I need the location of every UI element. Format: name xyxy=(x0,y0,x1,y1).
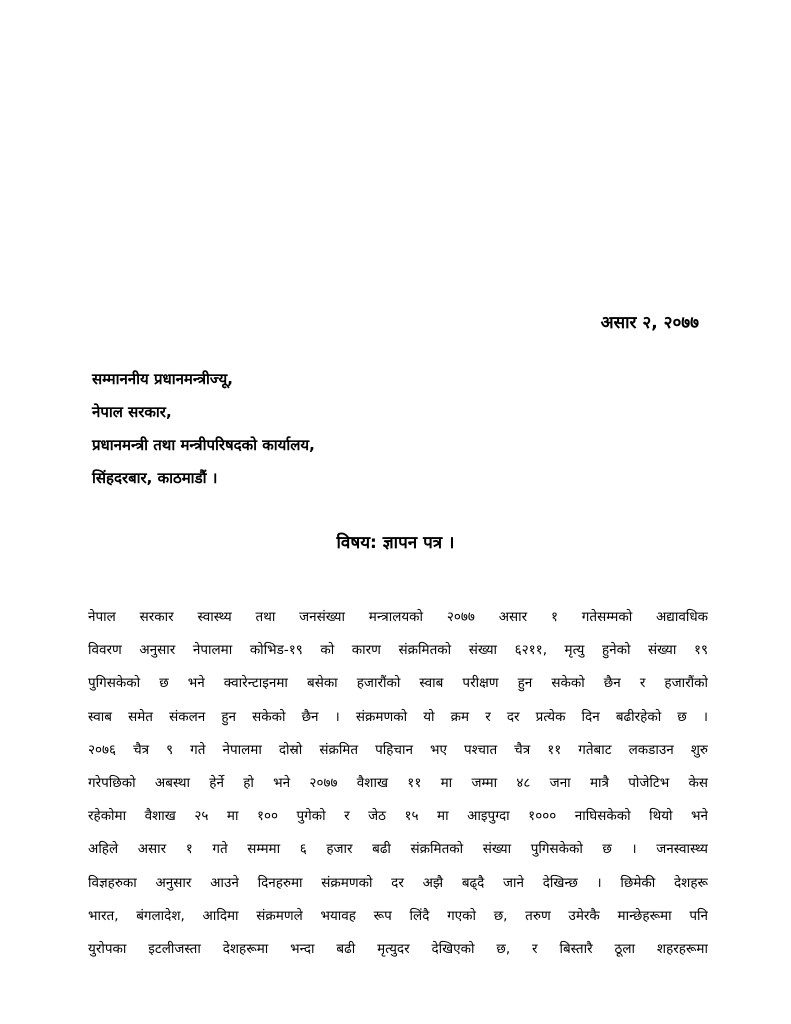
body-line: गरेपछिको अबस्था हेर्ने हो भने २०७७ वैशाख ११ मा जम्मा ४८ जना मात्रै पोजेटिभ केस xyxy=(88,774,708,791)
body-line: नेपाल सरकार स्वास्थ्य तथा जनसंख्या मन्त्रालयको २०७७ असार १ गतेसम्मको अद्यावधिक xyxy=(88,609,708,625)
letter-date: असार २, २०७७ xyxy=(600,313,699,333)
body-line: भारत, बंगलादेश, आदिमा संक्रमणले भयावह रूप लिंदै गएको छ, तरुण उमेरकै मान्छेहरूमा पनि xyxy=(88,907,708,924)
body-line: स्वाब समेत संकलन हुन सकेको छैन । संक्रमणको यो क्रम र दर प्रत्येक दिन बढीरहेको छ । xyxy=(88,708,708,725)
body-line: विवरण अनुसार नेपालमा कोभिड-१९ को कारण संक्रमितको संख्या ६२११, मृत्यु हुनेको संख्या १९ xyxy=(88,642,708,659)
body-line: पुगिसकेको छ भने क्वारेन्टाइनमा बसेका हजारौंको स्वाब परीक्षण हुन सकेको छैन र हजारौंको xyxy=(88,675,708,692)
recipient-line: नेपाल सरकार, xyxy=(92,403,172,421)
body-line: रहेकोमा वैशाख २५ मा १०० पुगेको र जेठ १५ मा आइपुग्दा १००० नाघिसकेको थियो भने xyxy=(88,808,708,825)
recipient-line: सम्माननीय प्रधानमन्त्रीज्यू, xyxy=(92,370,233,388)
recipient-line: सिंहदरबार, काठमाडौं । xyxy=(92,469,218,487)
body-line: युरोपका इटलीजस्ता देशहरूमा भन्दा बढी मृत्युदर देखिएको छ, र बिस्तारै ठूला शहरहरूमा xyxy=(88,940,708,957)
letter-body xyxy=(88,601,708,966)
recipient-line: प्रधानमन्त्री तथा मन्त्रीपरिषदको कार्यालय, xyxy=(92,436,315,454)
body-line: अहिले असार १ गते सम्ममा ६ हजार बढी संक्रमितको संख्या पुगिसकेको छ । जनस्वास्थ्य xyxy=(88,841,708,858)
recipient-address xyxy=(92,363,315,495)
body-line: २०७६ चैत्र ९ गते नेपालमा दोस्रो संक्रमित पहिचान भए पश्चात चैत्र ११ गतेबाट लकडाउन शुरु xyxy=(88,741,708,758)
letter-subject: विषय: ज्ञापन पत्र । xyxy=(336,533,455,553)
body-line: विज्ञहरुका अनुसार आउने दिनहरुमा संक्रमणको दर अझै बढ्दै जाने देखिन्छ । छिमेकी देशहरू xyxy=(88,874,708,891)
